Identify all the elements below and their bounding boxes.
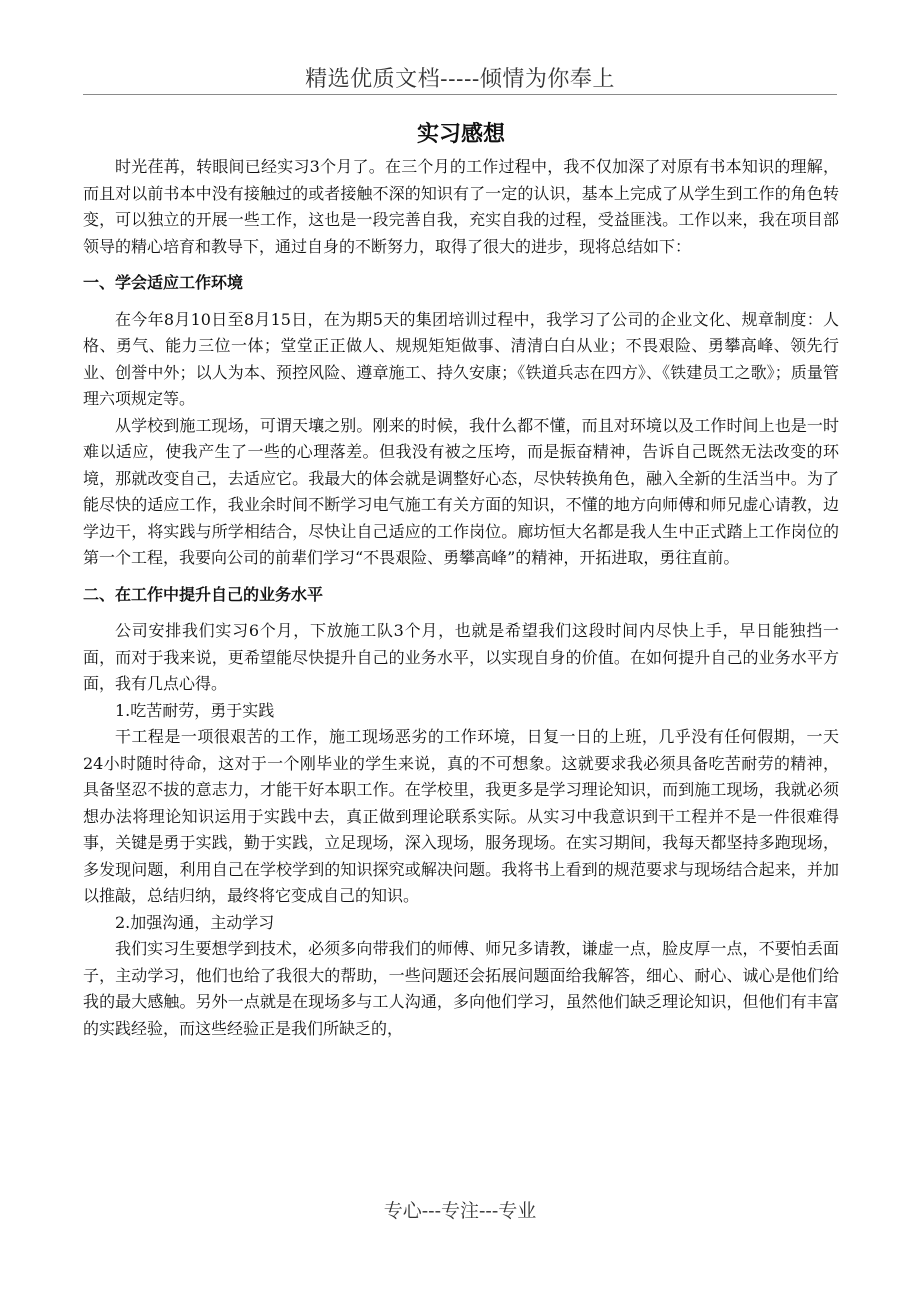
subheading-2: 2.加强沟通，主动学习 (115, 912, 275, 932)
section-1-paragraph-1: 在今年8月10日至8月15日，在为期5天的集团培训过程中，我学习了公司的企业文化、规章制度：人格、勇气、能力三位一体；堂堂正正做人、规规矩矩做事、清清白白从业；不畏艰险、勇攀高峰、领先行业、创誉中外；以人为本、预控风险、遵章施工、持久安康；《铁道兵志在四方》、《铁建员工之歌》；质量管理六项规定等。 (83, 309, 839, 408)
header-divider (83, 94, 837, 95)
section-2-paragraph-1: 公司安排我们实习6个月，下放施工队3个月，也就是希望我们这段时间内尽快上手，早日能独挡一面，而对于我来说，更希望能尽快提升自己的业务水平，以实现自身的价值。在如何提升自己的业务水平方面，我有几点心得。 (83, 621, 839, 693)
section-1-paragraph-2: 从学校到施工现场，可谓天壤之别。刚来的时候，我什么都不懂，而且对环境以及工作时间上也是一时难以适应，使我产生了一些的心理落差。但我没有被之压垮，而是振奋精神，告诉自己既然无法改变的环境，那就改变自己，去适应它。我最大的体会就是调整好心态，尽快转换角色，融入全新的生活当中。为了能尽快的适应工作，我业余时间不断学习电气施工有关方面的知识，不懂的地方向师傅和师兄虚心请教，边学边干，将实践与所学相结合，尽快让自己适应的工作岗位。廊坊恒大名都是我人生中正式踏上工作岗位的第一个工程，我要向公司的前辈们学习“不畏艰险、勇攀高峰”的精神，开拓进取，勇往直前。 (83, 415, 839, 567)
section-2-paragraph-3: 我们实习生要想学到技术，必须多向带我们的师傅、师兄多请教，谦虚一点，脸皮厚一点，不要怕丢面子，主动学习，他们也给了我很大的帮助，一些问题还会拓展问题面给我解答，细心、耐心、诚心是他们给我的最大感触。另外一点就是在现场多与工人沟通，多向他们学习，虽然他们缺乏理论知识，但他们有丰富的实践经验，而这些经验正是我们所缺乏的， (83, 939, 839, 1038)
page-footer: 专心---专注---专业 (383, 1200, 537, 1222)
page-header: 精选优质文档-----倾情为你奉上 (305, 67, 615, 92)
section-1-heading: 一、学会适应工作环境 (83, 273, 244, 292)
intro-paragraph: 时光荏苒，转眼间已经实习3个月了。在三个月的工作过程中，我不仅加深了对原有书本知识的理解，而且对以前书本中没有接触过的或者接触不深的知识有了一定的认识，基本上完成了从学生到工作的角色转变，可以独立的开展一些工作，这也是一段完善自我，充实自我的过程，受益匪浅。工作以来，我在项目部领导的精心培育和教导下，通过自身的不断努力，取得了很大的进步，现将总结如下： (83, 157, 839, 256)
section-2-heading: 二、在工作中提升自己的业务水平 (83, 584, 324, 604)
section-2-paragraph-2: 干工程是一项很艰苦的工作，施工现场恶劣的工作环境，日复一日的上班，几乎没有任何假期，一天24小时随时待命，这对于一个刚毕业的学生来说，真的不可想象。这就要求我必须具备吃苦耐劳的精神，具备坚忍不拔的意志力，才能干好本职工作。在学校里，我更多是学习理论知识，而到施工现场，我就必须想办法将理论知识运用于实践中去，真正做到理论联系实际。从实习中我意识到干工程并不是一件很难得事，关键是勇于实践，勤于实践，立足现场，深入现场，服务现场。在实习期间，我每天都坚持多跑现场，多发现问题，利用自己在学校学到的知识探究或解决问题。我将书上看到的规范要求与现场结合起来，并加以推敲，总结归纳，最终将它变成自己的知识。 (83, 727, 839, 905)
document-title: 实习感想 (416, 122, 505, 147)
document-body (83, 116, 839, 1042)
subheading-1: 1.吃苦耐劳，勇于实践 (115, 700, 275, 720)
